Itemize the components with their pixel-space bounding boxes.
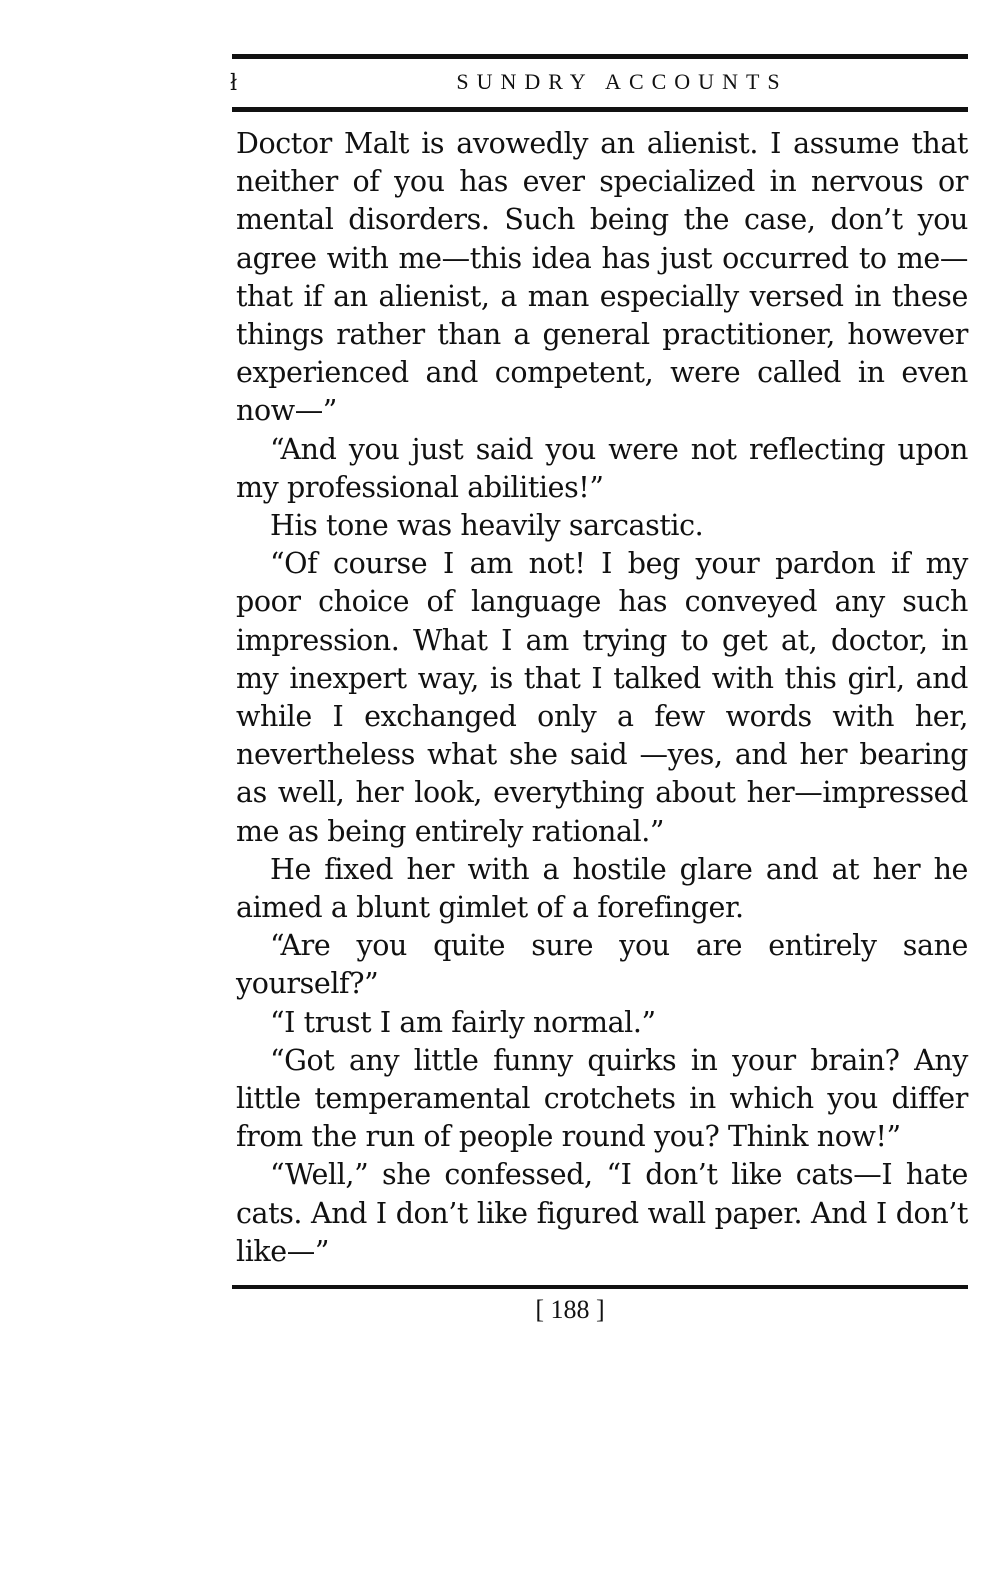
paragraph: Doctor Malt is avowedly an alienist. I assume that neither of you has ever specialized in nervous or mental disorders. Such being the case, don’t you agree with me—this idea has just occurred to me—that if an alienist, a man especially versed in these things rather than a general practitioner, however experienced and competent, were called in even now—” <box>236 127 968 428</box>
footer-rule <box>232 1285 968 1289</box>
paragraph: “Got any little funny quirks in your brain? Any little temperamental crotchets in which you differ from the run of people round you? Think now!” <box>236 1043 968 1154</box>
page-number: [ 188 ] <box>535 1295 605 1325</box>
body-text <box>236 125 968 1271</box>
book-page <box>230 54 968 1325</box>
paragraph: He fixed her with a hostile glare and at her he aimed a blunt gimlet of a forefinger. <box>236 852 968 925</box>
paragraph: His tone was heavily sarcastic. <box>270 509 704 543</box>
paragraph: “I trust I am fairly normal.” <box>270 1005 656 1039</box>
paragraph: “Of course I am not! I beg your pardon if my poor choice of language has conveyed any such impression. What I am trying to get at, doctor, in my inexpert way, is that I talked with this girl, and while I exchanged only a few words with her, nevertheless what she said —yes, and her bearing as well, her look, everything about her—impressed me as being entirely rational.” <box>236 547 968 848</box>
header-rule <box>232 107 968 112</box>
paragraph: “Are you quite sure you are entirely sane yourself?” <box>236 929 968 1001</box>
paragraph: “And you just said you were not reflecting upon my professional abilities!” <box>236 432 968 504</box>
running-head <box>230 59 968 107</box>
running-title: SUNDRY ACCOUNTS <box>456 69 788 94</box>
paragraph: “Well,” she confessed, “I don’t like cats—I hate cats. And I don’t like figured wall paper. And I don’t like—” <box>236 1158 968 1268</box>
margin-mark: ł <box>230 71 238 96</box>
